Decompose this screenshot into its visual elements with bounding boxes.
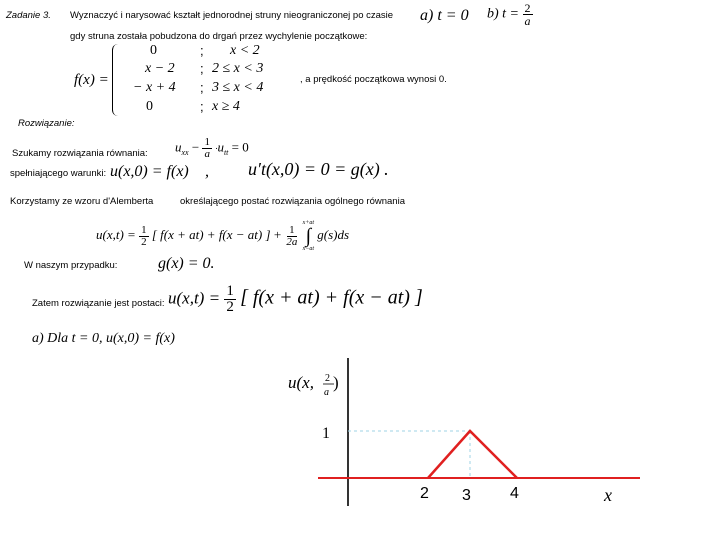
condition-text: gdy struna została pobudzona do drgań przez wychylenie początkowe:	[70, 31, 368, 42]
task-text: Wyznaczyć i narysować kształt jednorodnej struny nieograniczonej po czasie	[70, 10, 394, 21]
condition-1: u(x,0) = f(x)	[110, 163, 189, 180]
triangle-shape	[428, 431, 517, 478]
dalembert-text: Korzystamy ze wzoru d'Alemberta	[10, 196, 154, 207]
y-label-den: a	[324, 387, 329, 398]
piecewise-cond-1: x < 2	[230, 43, 260, 58]
piecewise-cond-4: x ≥ 4	[212, 99, 240, 114]
satisfying-text: spełniającego warunki:	[10, 168, 107, 179]
condition-2: u′t(x,0) = 0 = g(x) .	[248, 159, 389, 179]
fx-label: f(x) =	[74, 72, 109, 88]
part-a-header: a) t = 0	[420, 7, 469, 24]
piecewise-value-1: 0	[150, 43, 157, 58]
general-solution: u(x,t) = $\frac{1}{2}$ [ f(x + at) + f(x − at) ] + $\frac{1}{2a}$ x+at ∫ x−at g(s)ds	[96, 220, 350, 252]
condition-comma: ,	[205, 163, 209, 180]
case-text: W naszym przypadku:	[24, 260, 118, 271]
part-b-fraction: $\frac{2}{a}$	[524, 1, 531, 28]
x-axis-label: x	[604, 485, 612, 505]
wave-equation: $u_{xx}$ − $\frac{1}{a}$ $\cdot u_{tt} = 0$	[175, 136, 249, 160]
piecewise-cond-2: 2 ≤ x < 3	[212, 61, 264, 76]
seek-text: Szukamy rozwiązania równania:	[12, 148, 148, 159]
velocity-text: , a prędkość początkowa wynosi 0.	[300, 74, 447, 85]
case-equation: g(x) = 0.	[158, 255, 215, 272]
piecewise-value-4: 0	[146, 99, 153, 114]
piecewise-value-3: − x + 4	[133, 80, 176, 95]
part-b-prefix: b) t =	[487, 6, 519, 22]
y-tick-1: 1	[322, 425, 330, 442]
piecewise-cond-3: 3 ≤ x < 4	[212, 80, 264, 95]
solution-heading: Rozwiązanie:	[18, 118, 75, 129]
piecewise-sep-2: ;	[200, 61, 204, 76]
part-a-line: a) Dla t = 0, u(x,0) = f(x)	[32, 331, 175, 346]
piecewise-sep-4: ;	[200, 99, 204, 114]
piecewise-value-2: x − 2	[145, 61, 175, 76]
general-text: określającego postać rozwiązania ogólnego równania	[180, 196, 405, 207]
piecewise-sep-1: ;	[200, 43, 204, 58]
piecewise-sep-3: ;	[200, 80, 204, 95]
x-tick-3: 3	[462, 487, 471, 504]
task-label: Zadanie 3.	[6, 10, 51, 21]
x-tick-4: 4	[510, 485, 519, 502]
y-axis-label: u(x,	[288, 373, 314, 392]
result-text: Zatem rozwiązanie jest postaci:	[32, 298, 165, 309]
result-equation: u(x,t) = $\frac{1}{2}$ [ f(x + at) + f(x − at) ]	[168, 283, 423, 315]
y-label-close: )	[333, 373, 339, 392]
y-label-num: 2	[325, 373, 330, 384]
x-tick-2: 2	[420, 485, 429, 502]
